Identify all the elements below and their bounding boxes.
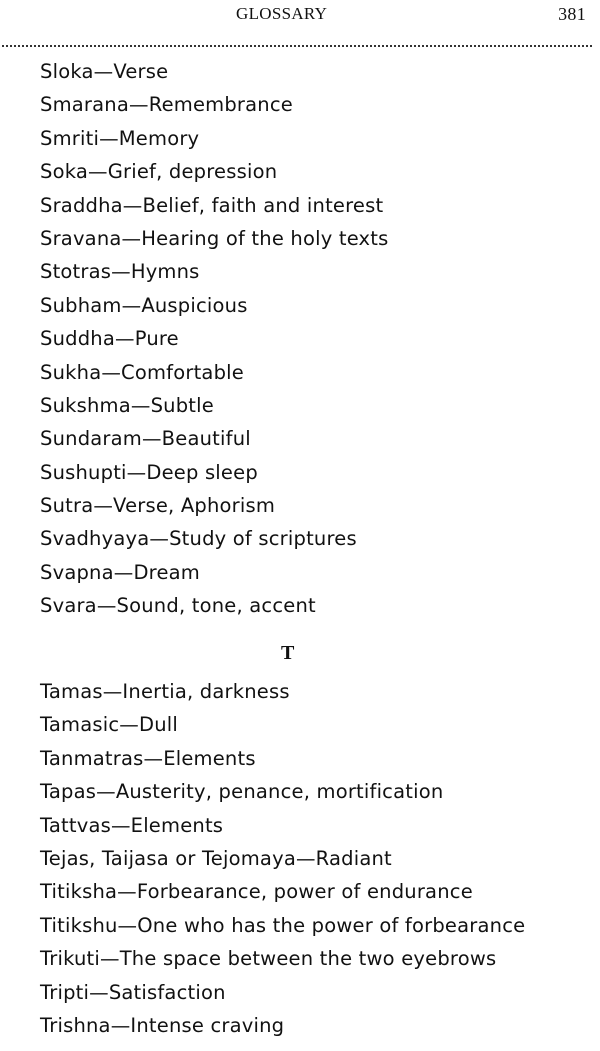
glossary-entry: Trishna—Intense craving — [40, 1013, 285, 1037]
glossary-entry: Sutra—Verse, Aphorism — [40, 494, 276, 518]
glossary-entry: Sravana—Hearing of the holy texts — [40, 226, 389, 250]
glossary-list-t — [40, 675, 590, 1042]
glossary-entry: Trikuti—The space between the two eyebrows — [40, 947, 497, 971]
glossary-entry: Suddha—Pure — [40, 327, 179, 351]
glossary-entry: Titikshu—One who has the power of forbearance — [40, 913, 526, 937]
glossary-entry: Sundaram—Beautiful — [40, 427, 251, 451]
glossary-entry: Tamas—Inertia, darkness — [40, 680, 290, 703]
glossary-list-s — [40, 55, 590, 623]
glossary-entry: Tripti—Satisfaction — [40, 980, 226, 1004]
glossary-entry: Sloka—Verse — [40, 60, 169, 83]
glossary-entry: Sraddha—Belief, faith and interest — [40, 193, 384, 217]
section-heading-t: T — [281, 642, 295, 664]
glossary-entry: Soka—Grief, depression — [40, 160, 278, 184]
running-head — [0, 4, 600, 26]
glossary-entry: Svapna—Dream — [40, 560, 200, 584]
glossary-entry: Tamasic—Dull — [40, 713, 178, 737]
glossary-entry: Sukha—Comfortable — [40, 360, 244, 384]
glossary-entry: Smarana—Remembrance — [40, 93, 293, 117]
page-number: 381 — [558, 4, 586, 24]
dotted-rule — [2, 45, 592, 47]
glossary-entry: Svara—Sound, tone, accent — [40, 594, 316, 618]
running-title: GLOSSARY — [236, 4, 328, 23]
glossary-entry: Tejas, Taijasa or Tejomaya—Radiant — [40, 846, 392, 870]
glossary-entry: Stotras—Hymns — [40, 260, 200, 284]
glossary-entry: Smriti—Memory — [40, 126, 200, 150]
glossary-entry: Tattvas—Elements — [40, 813, 224, 837]
glossary-entry: Titiksha—Forbearance, power of endurance — [40, 880, 473, 904]
glossary-entry: Sukshma—Subtle — [40, 393, 214, 417]
glossary-entry: Tanmatras—Elements — [40, 746, 256, 770]
glossary-entry: Subham—Auspicious — [40, 293, 248, 317]
glossary-entry: Tapas—Austerity, penance, mortification — [40, 780, 444, 804]
glossary-entry: Svadhyaya—Study of scriptures — [40, 527, 357, 551]
glossary-entry: Sushupti—Deep sleep — [40, 460, 258, 484]
